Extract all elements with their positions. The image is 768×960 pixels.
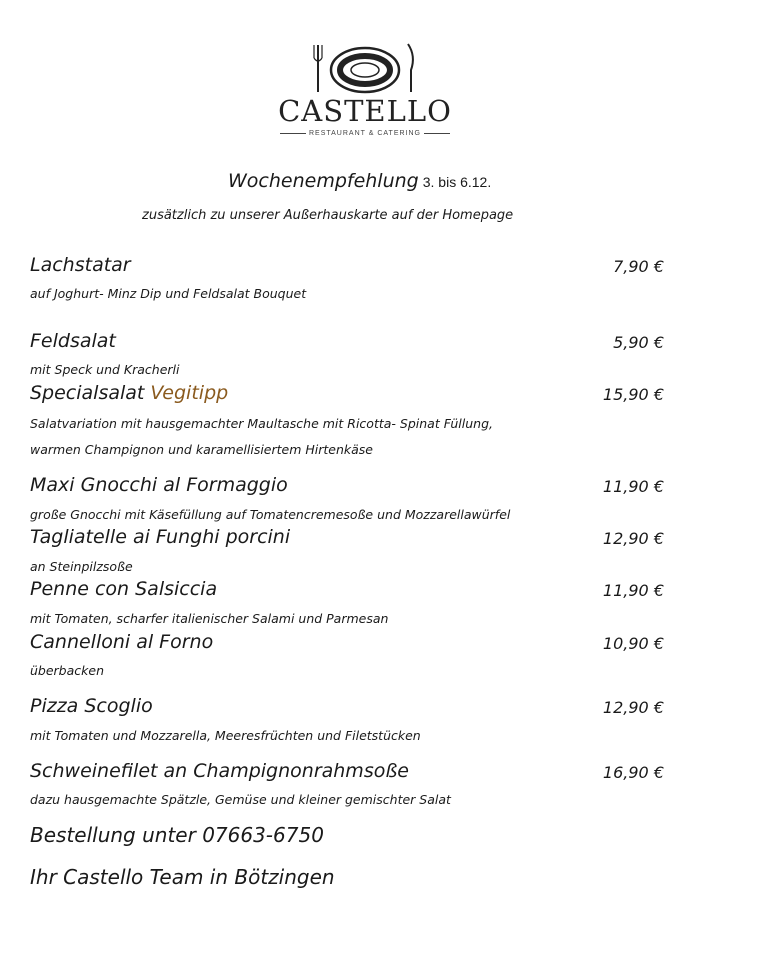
- page-subtitle: zusätzlich zu unserer Außerhauskarte auf der Homepage: [142, 208, 514, 223]
- menu-item-price: 11,90 €: [602, 477, 664, 496]
- menu-item-name: Specialsalat Vegitipp: [30, 382, 229, 404]
- plate-cutlery-icon: [270, 40, 460, 100]
- menu-item-price: 10,90 €: [602, 634, 664, 653]
- menu-item-description: auf Joghurt- Minz Dip und Feldsalat Bouquet: [30, 286, 307, 301]
- order-phone-line: Bestellung unter 07663-6750: [30, 823, 324, 847]
- menu-item-price: 11,90 €: [602, 581, 664, 600]
- menu-item-description: warmen Champignon und karamellisiertem Hirtenkäse: [30, 442, 373, 457]
- vegitipp-label: Vegitipp: [150, 382, 229, 404]
- week-dates: 3. bis 6.12.: [422, 174, 492, 190]
- menu-item-description: überbacken: [30, 663, 105, 678]
- menu-item-description: große Gnocchi mit Käsefüllung auf Tomatencremesoße und Mozzarellawürfel: [30, 507, 511, 522]
- menu-item-name: Pizza Scoglio: [30, 695, 153, 717]
- menu-item-name: Cannelloni al Forno: [30, 631, 214, 653]
- menu-item-description: an Steinpilzsoße: [30, 559, 133, 574]
- menu-item-name: Lachstatar: [30, 254, 131, 276]
- castello-logo: [270, 40, 460, 140]
- menu-item-price: 12,90 €: [602, 529, 664, 548]
- menu-item-description: mit Tomaten, scharfer italienischer Salami und Parmesan: [30, 611, 389, 626]
- menu-item-price: 16,90 €: [602, 763, 664, 782]
- menu-item-name: Feldsalat: [30, 330, 116, 352]
- menu-item-name: Maxi Gnocchi al Formaggio: [30, 474, 288, 496]
- menu-item-price: 5,90 €: [613, 333, 664, 352]
- logo-wordmark: CASTELLO: [278, 94, 452, 128]
- menu-item-price: 12,90 €: [602, 698, 664, 717]
- menu-item-description: dazu hausgemachte Spätzle, Gemüse und kleiner gemischter Salat: [30, 792, 451, 807]
- logo-tagline: RESTAURANT & CATERING: [270, 130, 460, 137]
- menu-item-description: mit Speck und Kracherli: [30, 362, 180, 377]
- menu-item-price: 7,90 €: [613, 257, 664, 276]
- menu-item-description: Salatvariation mit hausgemachter Maultasche mit Ricotta- Spinat Füllung,: [30, 416, 494, 431]
- team-signoff: Ihr Castello Team in Bötzingen: [30, 865, 335, 889]
- menu-item-name: Tagliatelle ai Funghi porcini: [30, 526, 291, 548]
- menu-item-description: mit Tomaten und Mozzarella, Meeresfrüchten und Filetstücken: [30, 728, 421, 743]
- menu-item-price: 15,90 €: [602, 385, 664, 404]
- menu-item-name: Penne con Salsiccia: [30, 578, 218, 600]
- page-title: Wochenempfehlung 3. bis 6.12.: [228, 170, 492, 192]
- menu-item-name: Schweinefilet an Champignonrahmsoße: [30, 760, 409, 782]
